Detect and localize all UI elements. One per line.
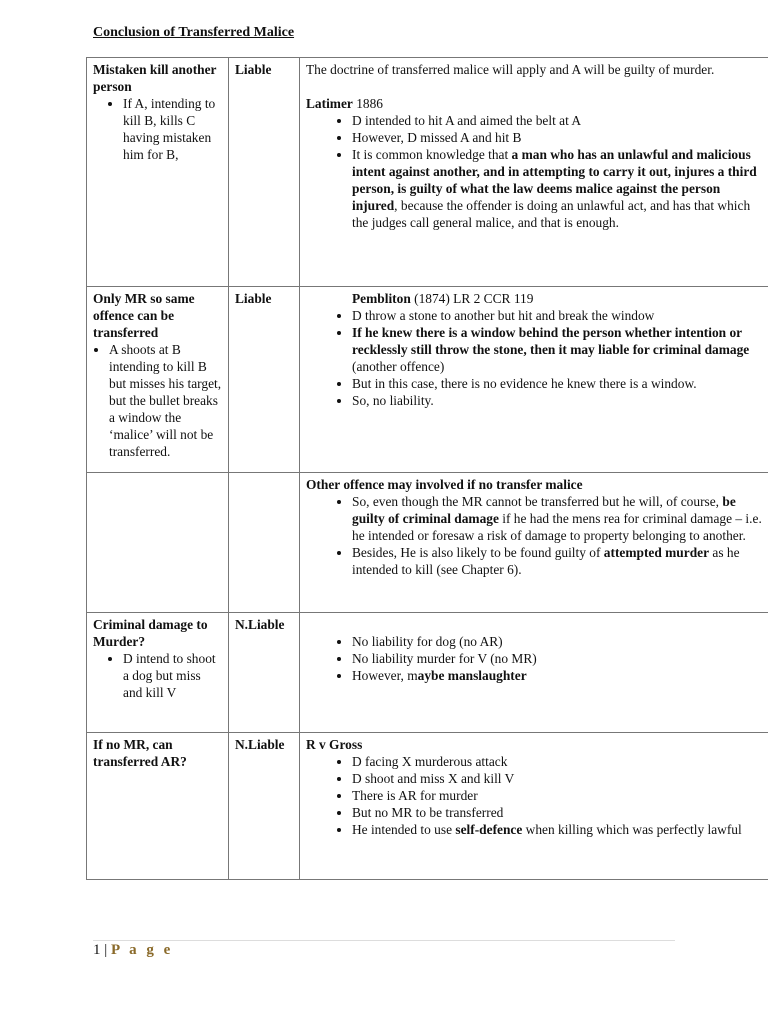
case-name: Pembliton [352, 291, 411, 306]
liability-cell [229, 473, 300, 613]
list-item: • So, no liability. [352, 392, 766, 409]
list-item: • He intended to use self-defence when killing which was perfectly lawful [352, 821, 766, 838]
case-name: R v Gross [306, 737, 363, 752]
list-item: • But in this case, there is no evidence he knew there is a window. [352, 375, 766, 392]
explanation-list [306, 633, 766, 684]
case-citation [306, 290, 766, 307]
document-title: Conclusion of Transferred Malice [93, 25, 295, 40]
section-heading: Other offence may involved if no transfer malice [306, 477, 583, 492]
page-number: 1 [93, 942, 101, 958]
list-item: • Besides, He is also likely to be found guilty of attempted murder as he intended to kill (see Chapter 6). [352, 544, 766, 578]
scenario-heading: Criminal damage to Murder? [93, 617, 208, 649]
list-item: • D shoot and miss X and kill V [352, 770, 766, 787]
footer-divider [93, 940, 675, 941]
list-item: • However, maybe manslaughter [352, 667, 766, 684]
list-item: • However, D missed A and hit B [352, 129, 766, 146]
explanation-cell [300, 473, 768, 613]
explanation-list [306, 753, 766, 838]
list-item: • But no MR to be transferred [352, 804, 766, 821]
liability-cell: N.Liable [229, 613, 300, 733]
page-label: P a g e [111, 942, 174, 958]
scenario-heading: Only MR so same offence can be transferred [93, 291, 195, 340]
scenario-heading: If no MR, can transferred AR? [93, 737, 187, 769]
list-item: • No liability murder for V (no MR) [352, 650, 766, 667]
list-item: • A shoots at B intending to kill B but misses his target, but the bullet breaks a window the ‘malice’ will not be transferred. [109, 341, 222, 460]
explanation-list [306, 112, 766, 231]
list-item: • It is common knowledge that a man who has an unlawful and malicious intent against another, and in attempting to carry it out, injures a third person, is guilty of what the law deems malice against the person injured, because the offender is doing an unlawful act, and has that which the judges call general malice, and that is enough. [352, 146, 766, 231]
intro-text: The doctrine of transferred malice will apply and A will be guilty of murder. [306, 62, 715, 77]
scenario-cell [87, 613, 229, 733]
explanation-cell [300, 58, 768, 287]
case-name: Latimer [306, 96, 353, 111]
case-ref: (1874) LR 2 CCR 119 [410, 291, 534, 306]
case-year: 1886 [352, 96, 383, 111]
explanation-cell [300, 613, 768, 733]
scenario-cell [87, 473, 229, 613]
page-footer [93, 942, 173, 959]
malice-table [86, 57, 768, 880]
scenario-cell [87, 58, 229, 287]
explanation-cell [300, 287, 768, 473]
explanation-list [306, 307, 766, 409]
scenario-list [93, 95, 222, 163]
scenario-heading: Mistaken kill another person [93, 62, 217, 94]
table-row [87, 733, 768, 880]
list-item: • D facing X murderous attack [352, 753, 766, 770]
list-item: • If A, intending to kill B, kills C having mistaken him for B, [123, 95, 222, 163]
case-citation [306, 95, 766, 112]
list-item: • So, even though the MR cannot be transferred but he will, of course, be guilty of criminal damage if he had the mens rea for criminal damage – i.e. he intended or foresaw a risk of damage to property belonging to another. [352, 493, 766, 544]
explanation-cell [300, 733, 768, 880]
list-item: • There is AR for murder [352, 787, 766, 804]
scenario-cell [87, 287, 229, 473]
scenario-cell [87, 733, 229, 880]
liability-cell: Liable [229, 58, 300, 287]
list-item: • D intend to shoot a dog but miss and kill V [123, 650, 222, 701]
table-row [87, 287, 768, 473]
table-row [87, 613, 768, 733]
list-item: • D intended to hit A and aimed the belt at A [352, 112, 766, 129]
page-separator: | [100, 942, 112, 958]
list-item: • If he knew there is a window behind the person whether intention or recklessly still throw the stone, then it may liable for criminal damage (another offence) [352, 324, 766, 375]
list-item: • No liability for dog (no AR) [352, 633, 766, 650]
table-row [87, 473, 768, 613]
explanation-list [306, 493, 766, 578]
scenario-list [93, 341, 222, 460]
liability-cell: N.Liable [229, 733, 300, 880]
scenario-list [93, 650, 222, 701]
table-row [87, 58, 768, 287]
list-item: • D throw a stone to another but hit and break the window [352, 307, 766, 324]
liability-cell: Liable [229, 287, 300, 473]
